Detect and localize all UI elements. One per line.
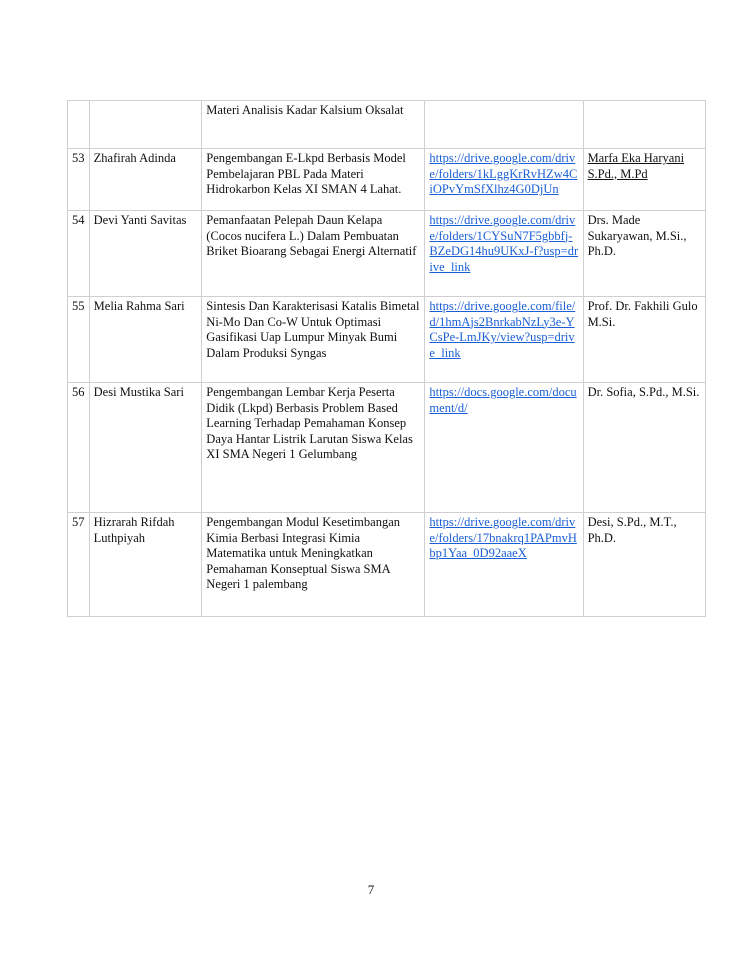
- file-link-cell: [425, 211, 583, 297]
- supervisor: Prof. Dr. Fakhili Gulo M.Si.: [583, 297, 705, 383]
- thesis-title: Pengembangan Lembar Kerja Peserta Didik (Lkpd) Berbasis Problem Based Learning Terhadap Pemahaman Konsep Daya Hantar Listrik Larutan Siswa Kelas XI SMA Negeri 1 Gelumbang: [202, 383, 425, 513]
- supervisor: Drs. Made Sukaryawan, M.Si., Ph.D.: [583, 211, 705, 297]
- student-name: Zhafirah Adinda: [89, 149, 202, 211]
- table-row: [68, 297, 706, 383]
- supervisor-cell: [583, 149, 705, 211]
- thesis-title: Pemanfaatan Pelepah Daun Kelapa (Cocos nucifera L.) Dalam Pembuatan Briket Bioarang Sebagai Energi Alternatif: [202, 211, 425, 297]
- file-link-cell: [425, 383, 583, 513]
- student-name: Desi Mustika Sari: [89, 383, 202, 513]
- student-name: Melia Rahma Sari: [89, 297, 202, 383]
- student-name: [89, 101, 202, 149]
- row-number: 53: [68, 149, 90, 211]
- row-number: [68, 101, 90, 149]
- file-link-cell: [425, 149, 583, 211]
- supervisor: [583, 101, 705, 149]
- supervisor: Desi, S.Pd., M.T., Ph.D.: [583, 513, 705, 617]
- file-link-cell: [425, 297, 583, 383]
- file-link[interactable]: https://drive.google.com/drive/folders/1CYSuN7F5gbbfj-BZeDG14hu9UKxJ-f?usp=drive_link: [429, 213, 579, 274]
- supervisor: Marfa Eka Haryani S.Pd., M.Pd: [587, 151, 685, 181]
- file-link-cell: [425, 101, 583, 149]
- thesis-title: Pengembangan Modul Kesetimbangan Kimia Berbasi Integrasi Kimia Matematika untuk Meningkatkan Pemahaman Konseptual Siswa SMA Negeri 1 palembang: [202, 513, 425, 617]
- row-number: 56: [68, 383, 90, 513]
- row-number: 57: [68, 513, 90, 617]
- thesis-table: [67, 100, 706, 617]
- file-link[interactable]: https://docs.google.com/document/d/: [429, 385, 577, 415]
- student-name: Hizrarah Rifdah Luthpiyah: [89, 513, 202, 617]
- page-number: 7: [367, 882, 375, 897]
- file-link-cell: [425, 513, 583, 617]
- student-name: Devi Yanti Savitas: [89, 211, 202, 297]
- table-row: [68, 211, 706, 297]
- thesis-title: Pengembangan E-Lkpd Berbasis Model Pembelajaran PBL Pada Materi Hidrokarbon Kelas XI SMAN 4 Lahat.: [202, 149, 425, 211]
- table-row: [68, 101, 706, 149]
- file-link[interactable]: https://drive.google.com/file/d/1hmAjs2BnrkabNzLy3e-YCsPe-LmJKy/view?usp=drive_link: [429, 299, 576, 360]
- thesis-title: Sintesis Dan Karakterisasi Katalis Bimetal Ni-Mo Dan Co-W Untuk Optimasi Gasifikasi Uap Lumpur Minyak Bumi Dalam Produksi Syngas: [202, 297, 425, 383]
- table-row: [68, 383, 706, 513]
- thesis-title: Materi Analisis Kadar Kalsium Oksalat: [202, 101, 425, 149]
- file-link[interactable]: https://drive.google.com/drive/folders/1kLggKrRvHZw4CiOPvYmSfXlhz4G0DjUn: [429, 151, 578, 196]
- row-number: 54: [68, 211, 90, 297]
- supervisor: Dr. Sofia, S.Pd., M.Si.: [583, 383, 705, 513]
- row-number: 55: [68, 297, 90, 383]
- table-row: [68, 513, 706, 617]
- file-link[interactable]: https://drive.google.com/drive/folders/17bnakrq1PAPmvHbp1Yaa_0D92aaeX: [429, 515, 577, 560]
- table-row: [68, 149, 706, 211]
